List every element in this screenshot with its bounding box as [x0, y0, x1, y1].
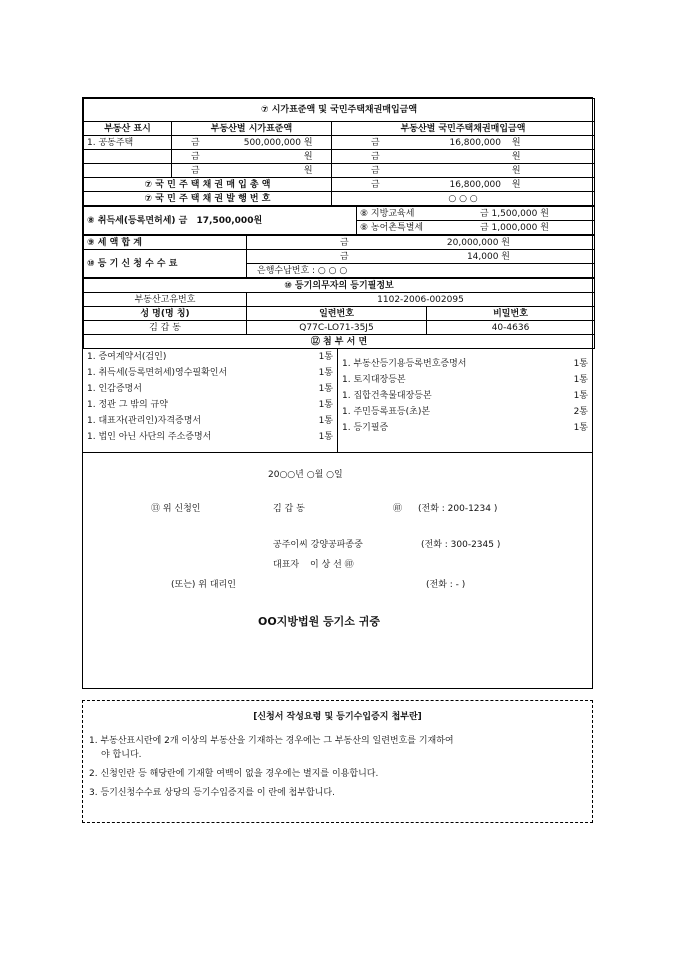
acquisition-tax: ⑧ 취득세(등록면허세) 금 17,500,000원	[84, 207, 357, 235]
agent-phone: (전화 : - )	[426, 580, 466, 590]
table-row	[84, 164, 595, 178]
tax-table	[83, 206, 595, 235]
list-item: 1. 토지대장등본 1통	[342, 375, 588, 385]
property-cell	[84, 164, 172, 178]
standard-price-table	[83, 98, 595, 206]
signature-block	[83, 453, 592, 645]
attachments-list	[83, 349, 592, 453]
applicant-label: ⑬ 위 신청인	[151, 504, 201, 514]
property-cell: 1. 공동주택	[84, 136, 172, 150]
password-label: 비밀번호	[427, 307, 595, 321]
application-date: 20○○년 ○월 ○일	[268, 470, 343, 480]
instruction-item: 야 합니다.	[101, 750, 142, 760]
bank-receipt-number: 은행수납번호 : ○ ○ ○	[247, 264, 595, 278]
list-item: 1. 등기필증 1통	[342, 423, 588, 433]
section7-title: ⑦ 시가표준액 및 국민주택채권매입금액	[84, 99, 595, 122]
col-standard-header: 부동산별 시가표준액	[172, 122, 332, 136]
property-cell	[84, 150, 172, 164]
col-property-header: 부동산 표시	[84, 122, 172, 136]
fee-table	[83, 235, 595, 278]
standard-price-cell: 금 원	[172, 150, 332, 164]
instructions-title: [신청서 작성요령 및 등기수입증지 첩부란]	[253, 712, 422, 722]
applicant-phone: (전화 : 200-1234 )	[418, 504, 498, 514]
representative: 대표자 이 상 선 ㊞	[273, 560, 354, 570]
attachments-title: ⑫ 첨 부 서 면	[84, 335, 595, 349]
attachments-left-column	[83, 349, 337, 452]
instruction-item: 1. 부동산표시란에 2개 이상의 부동산을 기재하는 경우에는 그 부동산의 일련번호를 기재하여	[89, 736, 454, 746]
bond-issue-label: ⑦ 국 민 주 택 채 권 발 행 번 호	[84, 192, 332, 206]
rural-special-tax: ⑧ 농어촌특별세 금 1,000,000 원	[357, 221, 595, 235]
unique-number-label: 부동산고유번호	[84, 293, 247, 307]
organization-phone: (전화 : 300-2345 )	[421, 540, 501, 550]
agent-label: (또는) 위 대리인	[171, 580, 236, 590]
obligor-info-table	[83, 278, 595, 349]
standard-price-cell: 금 원	[172, 164, 332, 178]
attachments-right-column	[337, 349, 592, 452]
list-item: 1. 정관 그 밖의 규약 1통	[87, 400, 333, 410]
name-value: 김 갑 동	[84, 321, 247, 335]
seal-mark: ㊞	[393, 504, 403, 514]
tax-total-label: ⑨ 세 액 합 계	[84, 236, 247, 250]
unique-number-value: 1102-2006-002095	[247, 293, 595, 307]
col-bond-header: 부동산별 국민주택채권매입금액	[332, 122, 595, 136]
table-row	[84, 136, 595, 150]
serial-label: 일련번호	[247, 307, 427, 321]
list-item: 1. 부동산등기용등록번호증명서 1통	[342, 359, 588, 369]
registration-fee-label: ⑩ 등 기 신 청 수 수 료	[84, 250, 247, 278]
bond-amount-cell: 금 16,800,000 원	[332, 136, 595, 150]
bond-amount-cell: 금 원	[332, 150, 595, 164]
instructions-box	[82, 700, 593, 823]
local-edu-tax: ⑧ 지방교육세 금 1,500,000 원	[357, 207, 595, 221]
bond-total-value: 금 16,800,000 원	[332, 178, 595, 192]
list-item: 1. 취득세(등록면허세)영수필확인서 1통	[87, 368, 333, 378]
bond-issue-value: ○ ○ ○	[332, 192, 595, 206]
list-item: 1. 대표자(관리인)자격증명서 1통	[87, 416, 333, 426]
application-form	[82, 97, 593, 689]
obligor-info-title: ⑩ 등기의무자의 등기필정보	[84, 279, 595, 293]
password-value: 40-4636	[427, 321, 595, 335]
bond-amount-cell: 금 원	[332, 164, 595, 178]
tax-total-value: 금 20,000,000 원	[247, 236, 595, 250]
list-item: 1. 법인 아닌 사단의 주소증명서 1통	[87, 432, 333, 442]
name-label: 성 명(명 칭)	[84, 307, 247, 321]
registration-fee-value: 금 14,000 원	[247, 250, 595, 264]
list-item: 1. 집합건축물대장등본 1통	[342, 391, 588, 401]
applicant-name: 김 갑 동	[273, 504, 305, 514]
bond-total-label: ⑦ 국 민 주 택 채 권 매 입 총 액	[84, 178, 332, 192]
organization-name: 공주이씨 강양공파종중	[273, 540, 363, 550]
list-item: 1. 주민등록표등(초)본 2통	[342, 407, 588, 417]
instruction-item: 2. 신청인란 등 해당란에 기재할 여백이 없을 경우에는 별지를 이용합니다.	[89, 769, 379, 779]
list-item: 1. 인감증명서 1통	[87, 384, 333, 394]
serial-value: Q77C-LO71-35J5	[247, 321, 427, 335]
instruction-item: 3. 등기신청수수료 상당의 등기수입증지를 이 란에 첩부합니다.	[89, 788, 335, 798]
list-item: 1. 증여계약서(검인) 1통	[87, 352, 333, 362]
standard-price-cell: 금 500,000,000 원	[172, 136, 332, 150]
table-row	[84, 150, 595, 164]
court-addressee: OO지방법원 등기소 귀중	[258, 615, 380, 628]
